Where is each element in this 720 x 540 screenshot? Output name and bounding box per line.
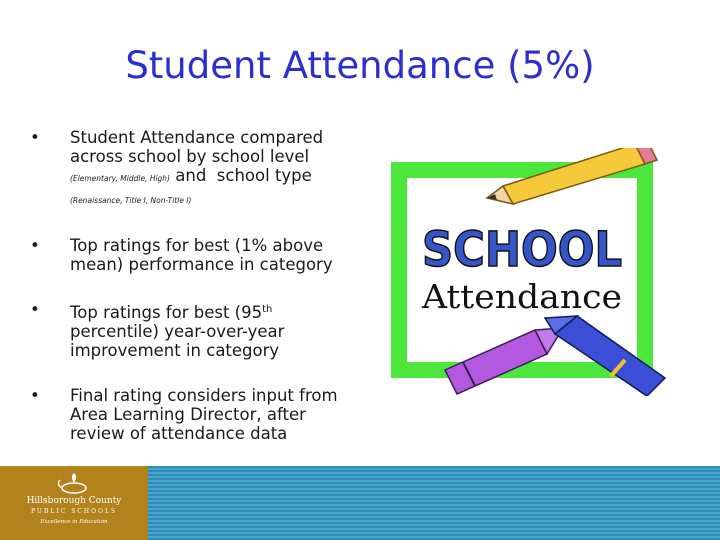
- bullet-text: Student Attendance compared across school by school level: [70, 128, 324, 166]
- bullet-top-performance: [28, 236, 358, 274]
- bullet-final-rating: [28, 386, 358, 443]
- bullet-top-improvement: [28, 300, 358, 360]
- district-tagline: Excellence in Education: [40, 519, 108, 525]
- bullet-marker: •: [30, 128, 40, 147]
- bullet-text-pre: Top ratings for best (95: [70, 303, 263, 322]
- bullet-text-type: school type: [216, 166, 312, 185]
- bullet-attendance-comparison: [28, 128, 358, 210]
- bullet-marker: •: [30, 300, 40, 319]
- bullet-text-and: and: [175, 166, 207, 185]
- school-attendance-clipart: [385, 148, 675, 396]
- district-subtitle: PUBLIC SCHOOLS: [30, 508, 118, 515]
- lamp-icon: [54, 472, 94, 496]
- slide-title: Student Attendance (5%): [125, 44, 595, 87]
- school-levels-note: (Elementary, Middle, High): [70, 174, 170, 183]
- bullet-marker: •: [30, 236, 40, 255]
- clipart-word-attendance: Attendance: [420, 277, 622, 316]
- school-types-note: (Renaissance, Title I, Non-Title I): [70, 196, 192, 205]
- ordinal-suffix: th: [262, 304, 273, 315]
- bullet-text: Top ratings for best (1% above mean) performance in category: [70, 236, 333, 274]
- clipart-word-school: SCHOOL: [422, 222, 622, 278]
- district-name: Hillsborough County: [26, 496, 122, 506]
- bullet-list: [28, 128, 358, 469]
- bullet-text: Final rating considers input from Area Learning Director, after review of attendance data: [70, 386, 338, 443]
- bullet-text-post: percentile) year-over-year improvement in category: [70, 322, 285, 360]
- bullet-marker: •: [30, 386, 40, 405]
